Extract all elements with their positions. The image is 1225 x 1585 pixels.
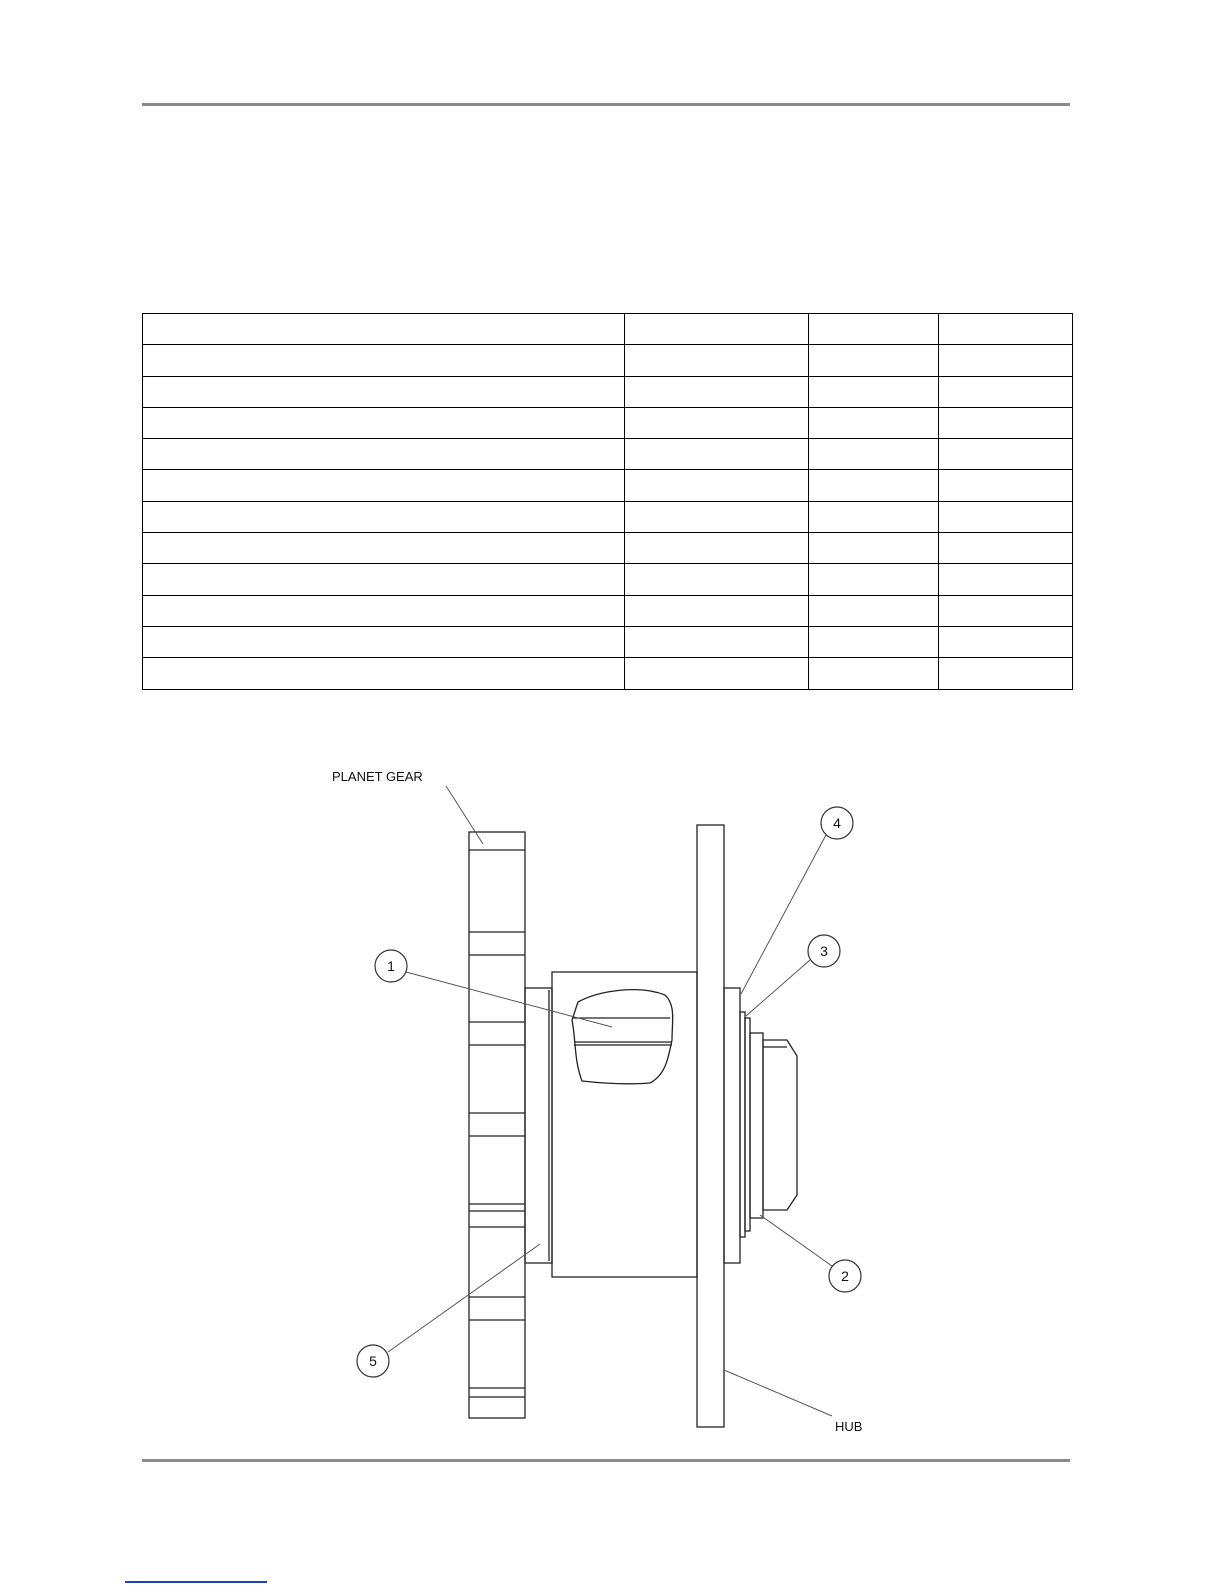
callout-5-number: 5 — [369, 1353, 377, 1369]
footer-link-underline — [125, 1581, 267, 1583]
planet-gear-leader — [446, 786, 483, 844]
callout-2-leader — [760, 1215, 832, 1266]
sleeve-part-5 — [525, 988, 552, 1263]
footer-rule — [142, 1459, 1070, 1462]
spacer — [724, 988, 740, 1263]
planet-gear-teeth-lines — [469, 850, 525, 1397]
hub-leader — [724, 1370, 832, 1416]
nut-part-2 — [750, 1033, 763, 1218]
retaining-ring-part-3 — [745, 1018, 750, 1231]
callout-3-number: 3 — [820, 943, 828, 959]
nut-outer — [763, 1040, 797, 1210]
callout-4-number: 4 — [833, 815, 841, 831]
callout-3-leader — [746, 960, 810, 1016]
callout-1-number: 1 — [387, 958, 395, 974]
callout-1-leader — [406, 972, 612, 1027]
callout-2-number: 2 — [841, 1268, 849, 1284]
key-part-1 — [572, 990, 673, 1084]
hub-flange — [697, 825, 724, 1427]
planet-gear-label: PLANET GEAR — [332, 769, 423, 784]
planet-gear-body — [469, 832, 525, 1418]
callout-4-leader — [741, 835, 826, 994]
washer-part-4 — [740, 1012, 745, 1237]
callout-5-leader — [388, 1244, 540, 1352]
hub-label: HUB — [835, 1419, 863, 1434]
